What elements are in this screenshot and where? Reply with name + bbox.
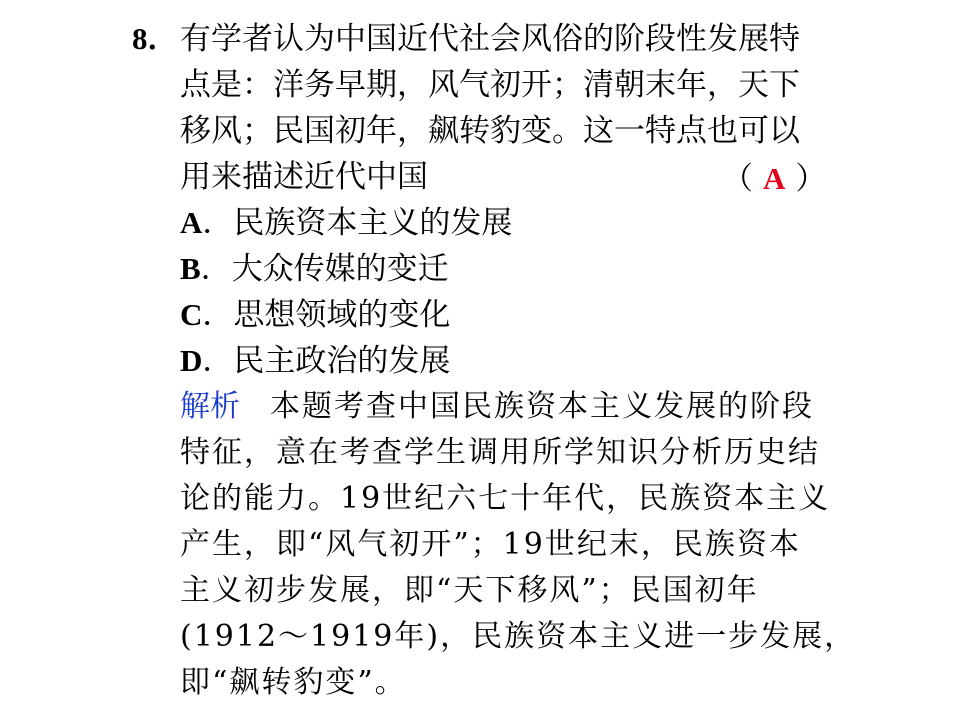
question-stem-line-1: 有学者认为中国近代社会风俗的阶段性发展特 — [180, 21, 800, 57]
question-stem-line-2: 点是：洋务早期，风气初开；清朝末年，天下 — [180, 67, 800, 103]
answer-bracket — [722, 154, 826, 204]
option-c-text: 思想领域的变化 — [233, 297, 451, 333]
question-stem-line-4: 用来描述近代中国 — [180, 159, 428, 195]
option-b-letter: B — [180, 251, 201, 286]
option-a — [180, 200, 512, 246]
option-c-sep: ． — [202, 297, 234, 333]
option-a-letter: A — [180, 205, 203, 240]
bracket-close: ） — [795, 161, 827, 197]
option-b — [180, 246, 449, 292]
option-c — [180, 292, 450, 338]
answer-letter: A — [763, 161, 786, 196]
option-c-letter: C — [180, 297, 203, 332]
option-d-text: 民主政治的发展 — [233, 343, 451, 379]
option-d-sep: ． — [202, 343, 234, 379]
analysis-label: 解析 — [180, 389, 240, 424]
option-d — [180, 338, 450, 384]
analysis-line-2: 特征，意在考查学生调用所学知识分析历史结 — [180, 435, 820, 470]
option-d-letter: D — [180, 343, 203, 378]
analysis-line-3: 论的能力。19世纪六七十年代，民族资本主义 — [180, 481, 831, 516]
option-a-sep: ． — [202, 205, 234, 241]
analysis-line-1 — [180, 384, 814, 430]
analysis-text-1: 本题考查中国民族资本主义发展的阶段 — [270, 389, 814, 424]
question-stem-line-3: 移风；民国初年，飙转豹变。这一特点也可以 — [180, 113, 800, 149]
option-b-sep: ． — [200, 251, 232, 287]
option-a-text: 民族资本主义的发展 — [233, 205, 513, 241]
analysis-line-7: 即“飙转豹变”。 — [180, 665, 407, 700]
option-b-text: 大众传媒的变迁 — [231, 251, 449, 287]
question-number: 8． — [132, 21, 179, 56]
bracket-open: （ — [722, 161, 753, 197]
analysis-line-6: (1912～1919年)，民族资本主义进一步发展， — [180, 619, 857, 654]
analysis-line-4: 产生，即“风气初开”；19世纪末，民族资本 — [180, 527, 801, 562]
analysis-line-5: 主义初步发展，即“天下移风”；民国初年 — [180, 573, 759, 608]
